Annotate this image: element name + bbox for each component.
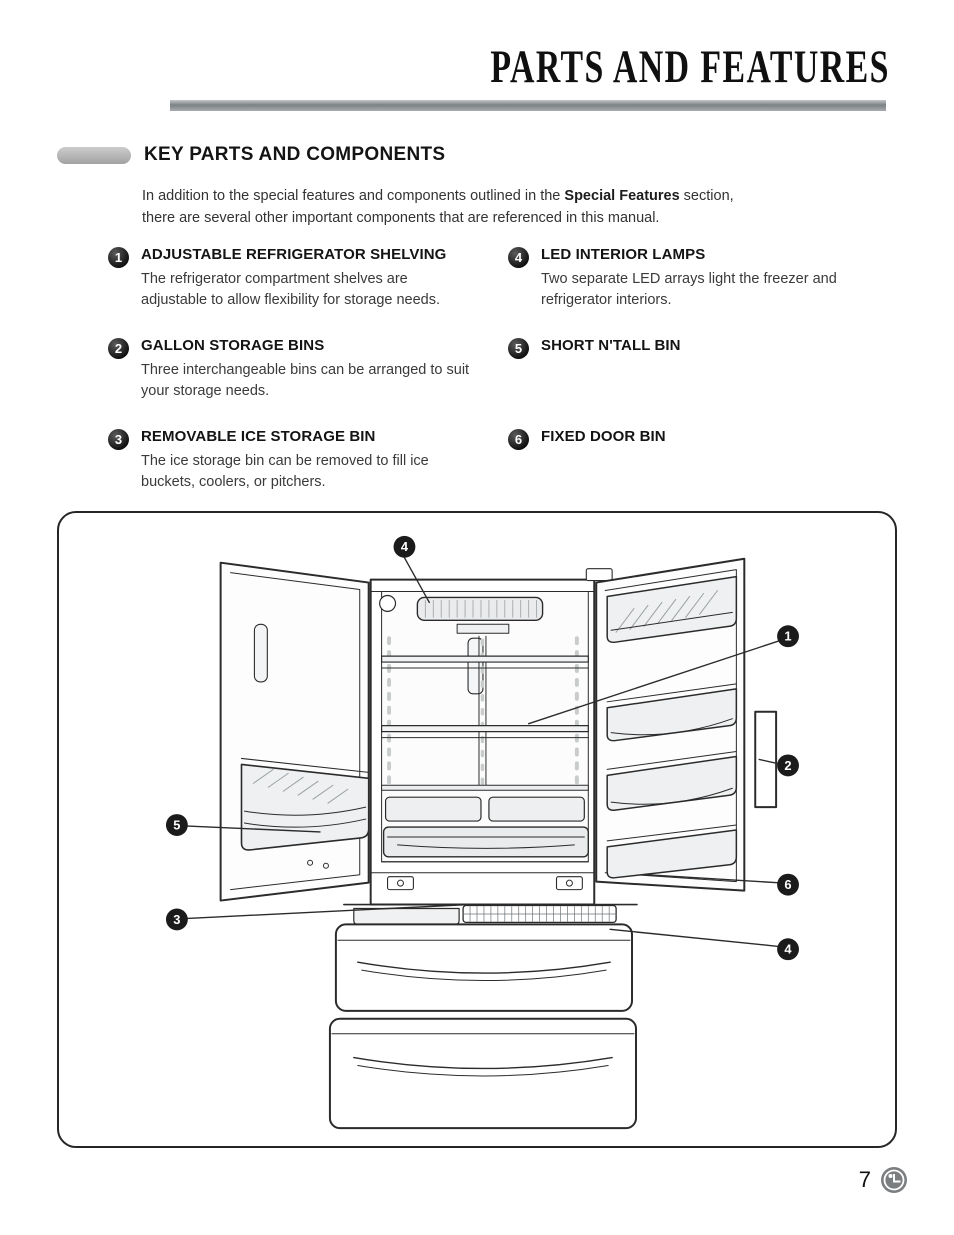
component-2-desc: Three interchangeable bins can be arranged to suit your storage needs.	[141, 362, 470, 400]
callout-label-5: 5	[173, 817, 181, 833]
refrigerator-diagram	[59, 513, 895, 1146]
freezer-bottom-drawer	[330, 1019, 636, 1128]
components-list	[108, 246, 908, 519]
ice-storage-bin	[354, 909, 459, 925]
component-3-badge: 3	[108, 429, 129, 450]
component-1-desc: The refrigerator compartment shelves are adjustable to allow flexibility for storage needs.	[141, 271, 441, 309]
intro-text-bold: Special Features	[564, 188, 680, 204]
component-item-2	[108, 337, 508, 428]
component-item-1	[108, 246, 508, 337]
refrigerator-figure-box	[57, 511, 897, 1148]
door-handle	[755, 712, 776, 807]
component-1-title: ADJUSTABLE REFRIGERATOR SHELVING	[141, 246, 447, 263]
component-item-6	[508, 428, 908, 519]
component-3-title: REMOVABLE ICE STORAGE BIN	[141, 428, 376, 445]
section-heading: KEY PARTS AND COMPONENTS	[144, 144, 446, 165]
left-door	[221, 563, 369, 901]
callout-4-bottom	[610, 929, 799, 960]
section-heading-row	[57, 144, 445, 166]
center-cabinet	[371, 569, 612, 905]
callout-label-6: 6	[784, 877, 792, 893]
lg-logo-icon	[880, 1166, 908, 1194]
callout-2	[759, 754, 799, 776]
component-item-4	[508, 246, 908, 337]
component-item-5	[508, 337, 908, 428]
callout-label-4-bottom: 4	[784, 941, 792, 957]
intro-text-post: section,	[679, 188, 734, 204]
component-4-title: LED INTERIOR LAMPS	[541, 246, 706, 263]
component-item-3	[108, 428, 508, 519]
freezer-drawers	[330, 905, 637, 1129]
component-5-title: SHORT N'TALL BIN	[541, 337, 681, 354]
callout-label-2: 2	[784, 757, 792, 773]
freezer-middle-drawer	[336, 924, 632, 1010]
component-2-badge: 2	[108, 338, 129, 359]
component-3-desc: The ice storage bin can be removed to fill ice buckets, coolers, or pitchers.	[141, 453, 429, 491]
section-pill	[57, 147, 131, 164]
intro-text-line2: there are several other important components that are referenced in this manual.	[142, 209, 660, 226]
component-5-badge: 5	[508, 338, 529, 359]
component-4-desc: Two separate LED arrays light the freezer and refrigerator interiors.	[541, 271, 837, 309]
page-footer	[859, 1166, 908, 1194]
page-title: PARTS AND FEATURES	[490, 41, 890, 93]
component-6-badge: 6	[508, 429, 529, 450]
component-6-title: FIXED DOOR BIN	[541, 428, 666, 445]
callout-label-3: 3	[173, 911, 181, 927]
component-4-badge: 4	[508, 247, 529, 268]
wire-basket	[463, 906, 616, 923]
callout-label-4-top: 4	[400, 539, 409, 555]
component-1-badge: 1	[108, 247, 129, 268]
title-rule	[170, 100, 886, 111]
right-door	[596, 559, 744, 891]
component-2-title: GALLON STORAGE BINS	[141, 337, 325, 354]
intro-text-pre: In addition to the special features and components outlined in the	[142, 188, 565, 204]
intro-paragraph	[142, 186, 734, 230]
callout-label-1: 1	[784, 628, 792, 644]
page-number: 7	[858, 1167, 871, 1192]
